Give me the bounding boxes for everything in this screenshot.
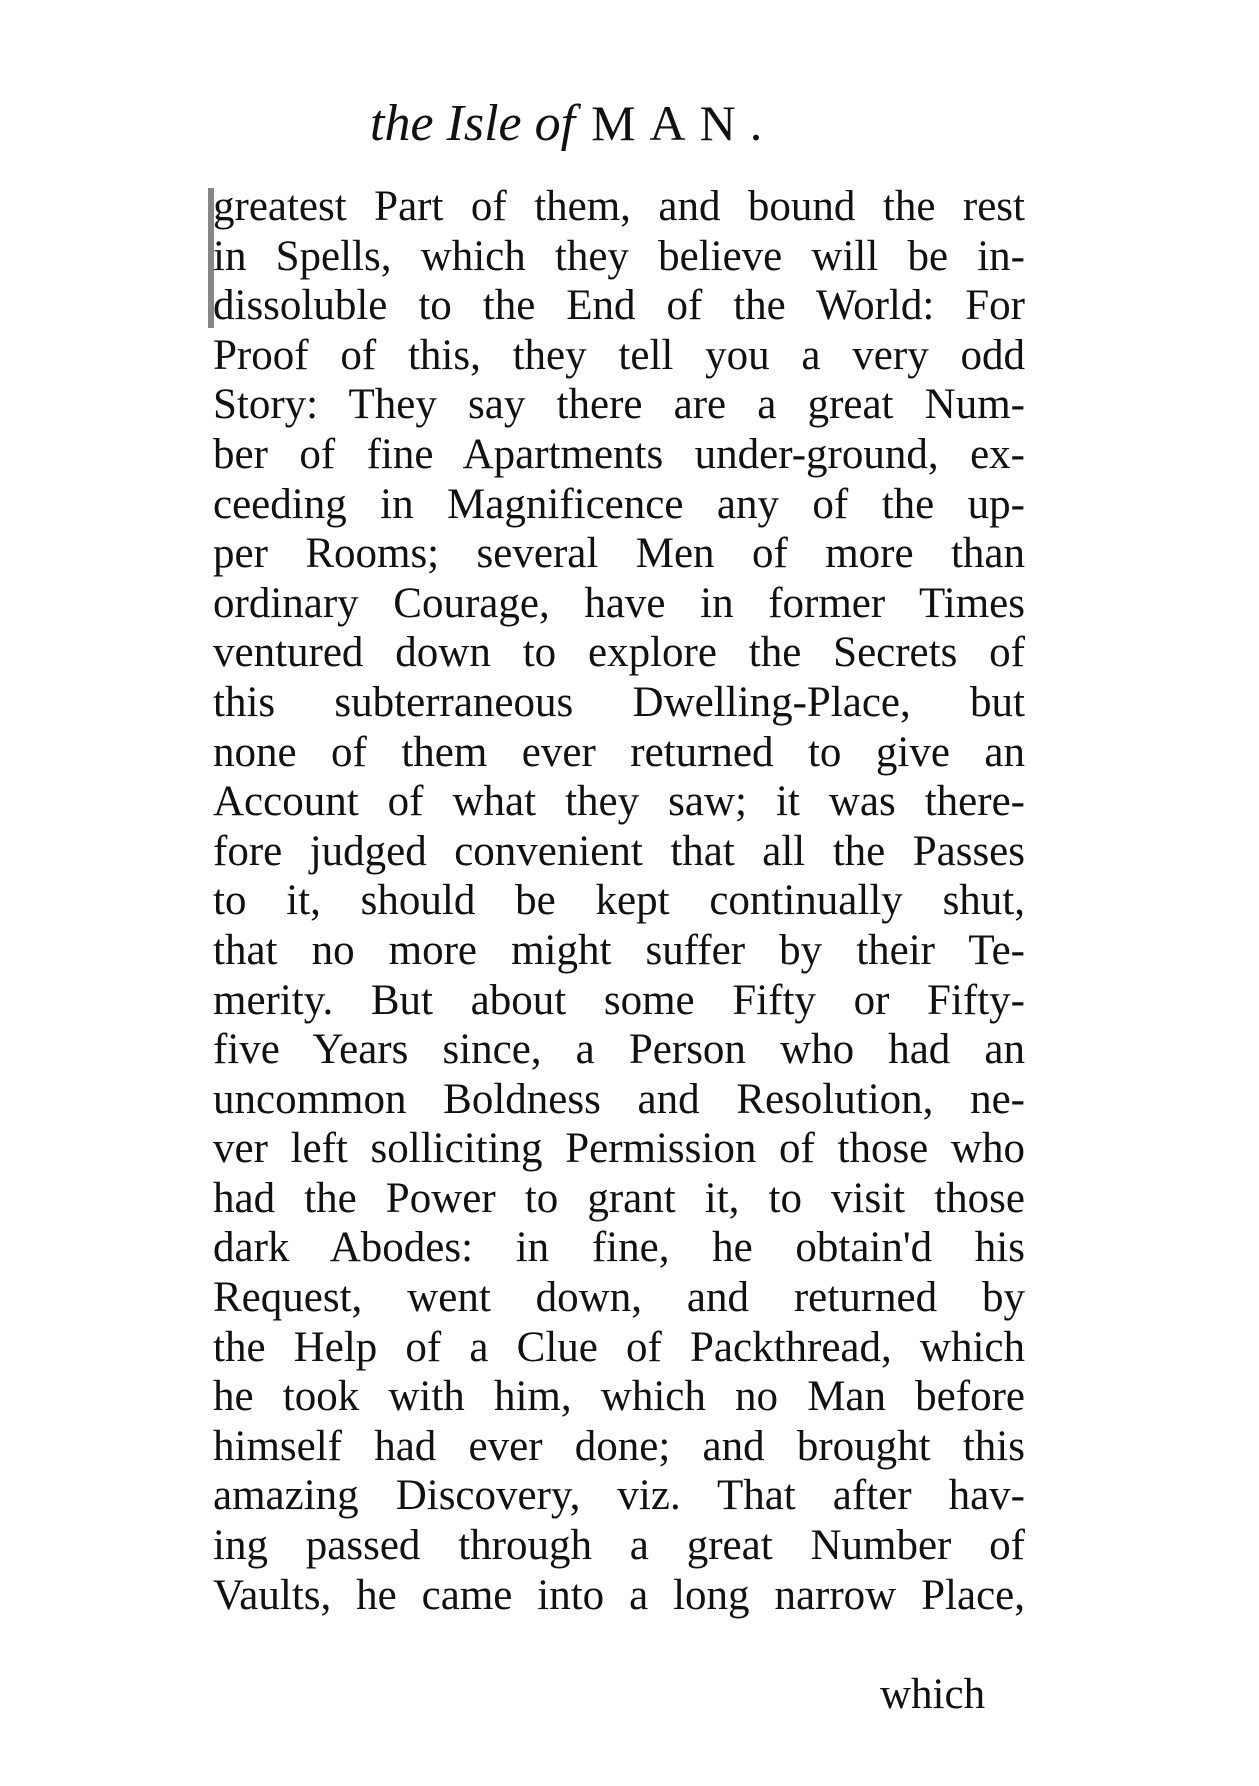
text-line: fore judged convenient that all the Passes	[213, 827, 1025, 875]
text-line: per Rooms; several Men of more than	[213, 530, 1025, 578]
text-line: ber of fine Apartments under-ground, ex-	[213, 430, 1025, 478]
text-line: dissoluble to the End of the World: For	[213, 282, 1025, 330]
body-text	[213, 182, 1025, 1620]
text-line: the Help of a Clue of Packthread, which	[213, 1323, 1025, 1371]
running-head-caps: MAN.	[591, 95, 777, 151]
text-line: this subterraneous Dwelling-Place, but	[213, 678, 1025, 726]
text-line: ordinary Courage, have in former Times	[213, 579, 1025, 627]
text-line: Request, went down, and returned by	[213, 1274, 1025, 1322]
text-line: he took with him, which no Man before	[213, 1373, 1025, 1421]
text-line: that no more might suffer by their Te-	[213, 926, 1025, 974]
text-line: amazing Discovery, viz. That after hav-	[213, 1472, 1025, 1520]
text-line: greatest Part of them, and bound the rest	[213, 183, 1025, 230]
text-line: Proof of this, they tell you a very odd	[213, 331, 1025, 379]
text-line: dark Abodes: in fine, he obtain'd his	[213, 1224, 1025, 1272]
text-line: merity. But about some Fifty or Fifty-	[213, 976, 1025, 1024]
text-line: himself had ever done; and brought this	[213, 1422, 1025, 1470]
text-line: Account of what they saw; it was there-	[213, 778, 1025, 826]
running-head-italic: the Isle of	[370, 95, 576, 152]
text-line: in Spells, which they believe will be in-	[213, 232, 1025, 280]
text-line: had the Power to grant it, to visit those	[213, 1174, 1025, 1222]
text-line: ing passed through a great Number of	[213, 1522, 1025, 1570]
text-line: ver left solliciting Permission of those who	[213, 1125, 1025, 1173]
text-line: uncommon Boldness and Resolution, ne-	[213, 1075, 1025, 1123]
text-line: five Years since, a Person who had an	[213, 1026, 1025, 1074]
text-line: none of them ever returned to give an	[213, 728, 1025, 776]
text-line: Vaults, he came into a long narrow Place,	[213, 1571, 1025, 1619]
catchword: which	[880, 1671, 986, 1718]
text-line: ventured down to explore the Secrets of	[213, 629, 1025, 677]
text-line: to it, should be kept continually shut,	[213, 877, 1025, 925]
text-line: ceeding in Magnificence any of the up-	[213, 480, 1025, 528]
running-head	[370, 88, 890, 158]
text-line: Story: They say there are a great Num-	[213, 381, 1025, 429]
